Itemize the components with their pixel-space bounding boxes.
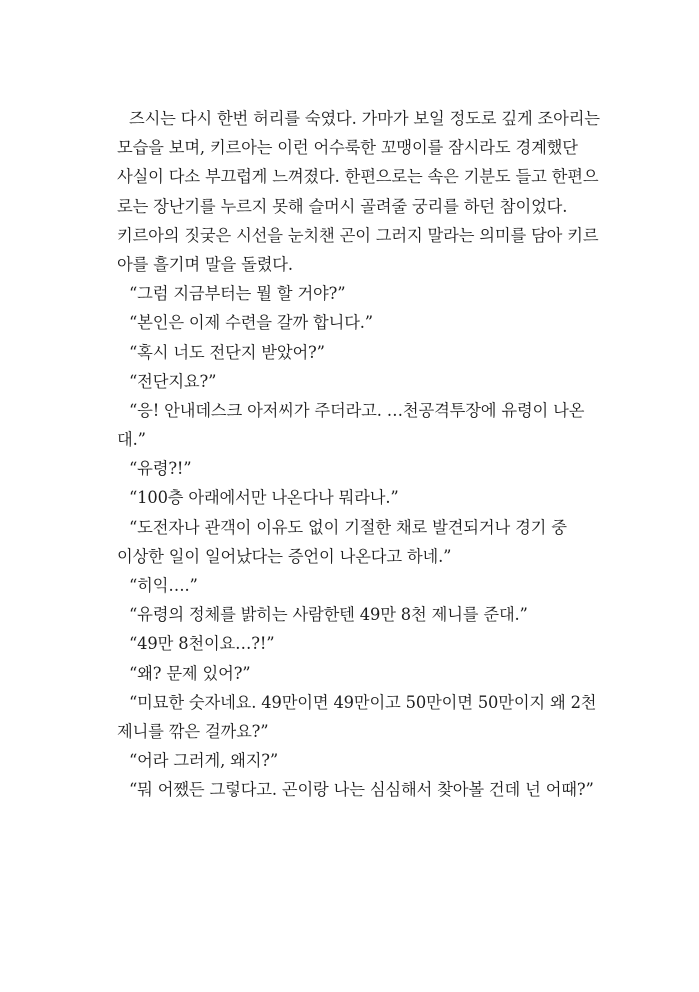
text-line: “본인은 이제 수련을 갈까 합니다.” (129, 313, 373, 333)
text-line: 키르아의 짓궂은 시선을 눈치챈 곤이 그러지 말라는 의미를 담아 키르 (117, 225, 599, 245)
text-line: 모습을 보며, 키르아는 이런 어수룩한 꼬맹이를 잠시라도 경계했단 (117, 138, 578, 158)
text-line: “49만 8천이요…?!” (129, 634, 275, 654)
text-line: “응! 안내데스크 아저씨가 주더라고. …천공격투장에 유령이 나온 (129, 400, 585, 420)
text-line: 대.” (117, 430, 146, 450)
text-line: “미묘한 숫자네요. 49만이면 49만이고 50만이면 50만이지 왜 2천 (129, 692, 597, 712)
text-line: 사실이 다소 부끄럽게 느껴졌다. 한편으로는 속은 기분도 들고 한편으 (117, 167, 599, 187)
text-line: “뭐 어쨌든 그렇다고. 곤이랑 나는 심심해서 찾아볼 건데 넌 어때?” (129, 780, 594, 800)
text-line: “전단지요?” (129, 371, 217, 391)
text-line: 로는 장난기를 누르지 못해 슬머시 골려줄 궁리를 하던 참이었다. (117, 196, 568, 216)
text-line: “혹시 너도 전단지 받았어?” (129, 342, 325, 362)
text-line: “어라 그러게, 왜지?” (129, 751, 279, 771)
text-line: 이상한 일이 일어났다는 증언이 나온다고 하네.” (117, 546, 452, 566)
text-line: “히익….” (129, 576, 198, 595)
text-line: “그럼 지금부터는 뭘 할 거야?” (129, 284, 346, 304)
body-text (117, 104, 609, 805)
text-line: 아를 흘기며 말을 돌렸다. (117, 254, 293, 274)
text-line: “유령?!” (129, 459, 192, 479)
text-line: “도전자나 관객이 이유도 없이 기절한 채로 발견되거나 경기 중 (129, 517, 567, 537)
text-line: “왜? 문제 있어?” (129, 663, 251, 683)
text-line: 제니를 깎은 걸까요?” (117, 721, 269, 741)
text-line: “100층 아래에서만 나온다나 뭐라나.” (129, 488, 399, 508)
text-line: “유령의 정체를 밝히는 사람한텐 49만 8천 제니를 준대.” (129, 605, 528, 625)
text-line: 즈시는 다시 한번 허리를 숙였다. 가마가 보일 정도로 깊게 조아리는 (129, 109, 600, 128)
